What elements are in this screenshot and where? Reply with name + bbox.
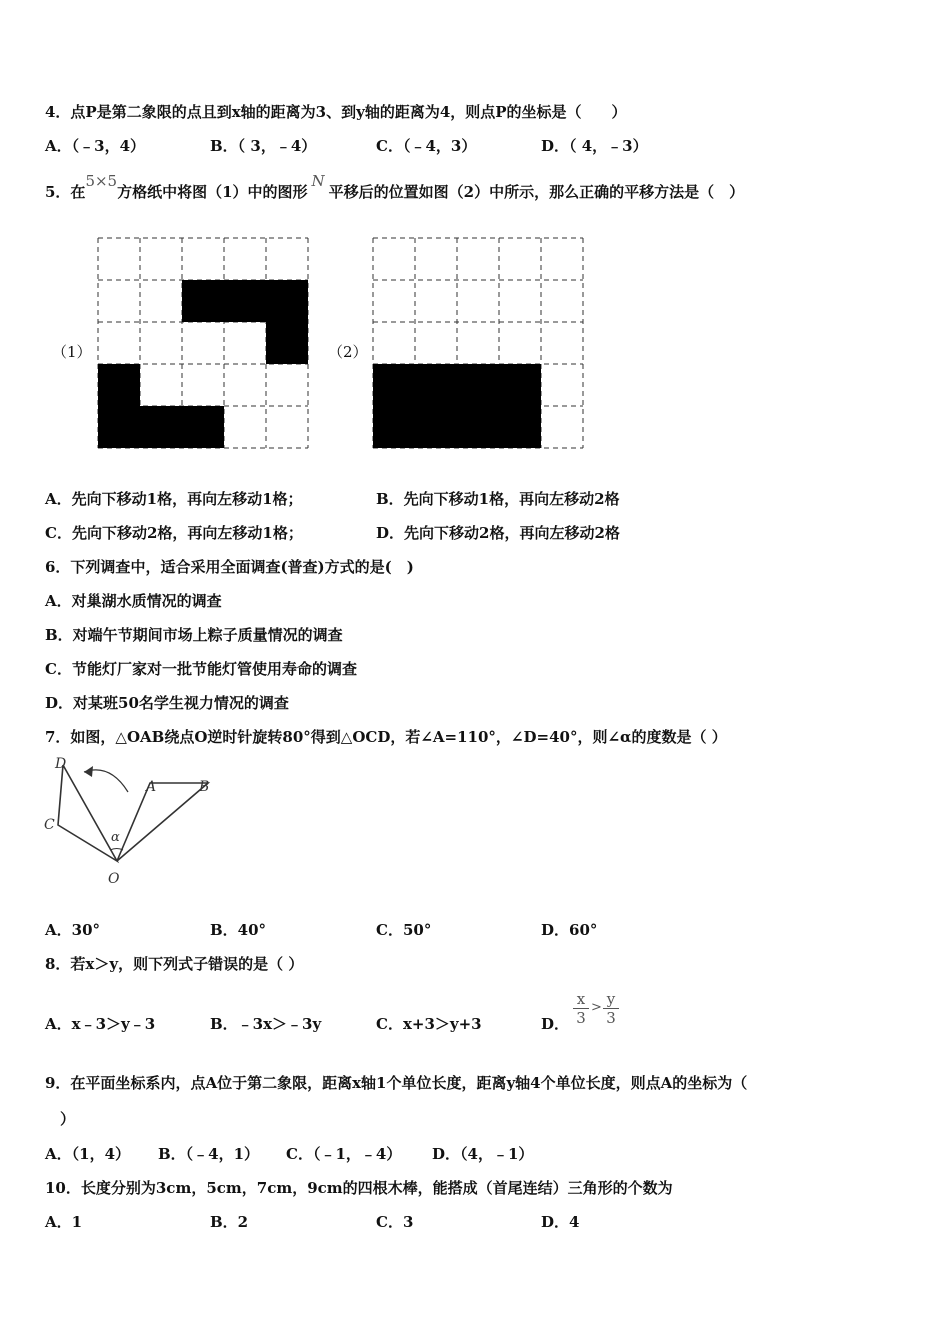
q6-option-c[interactable]: C．节能灯厂家对一批节能灯管使用寿命的调查 bbox=[45, 660, 357, 678]
label-alpha: α bbox=[111, 830, 120, 845]
grid-figure-2 bbox=[371, 236, 587, 450]
fraction-y-over-3 bbox=[603, 990, 619, 1027]
frac-x-numerator: x bbox=[576, 990, 586, 1008]
q9-stem-line1: 9．在平面坐标系内，点A位于第二象限，距离x轴1个单位长度，距离y轴4个单位长度，则点A的坐标为（ bbox=[45, 1074, 748, 1092]
q10-option-b[interactable]: B．2 bbox=[210, 1213, 249, 1231]
q6-option-b[interactable]: B．对端午节期间市场上粽子质量情况的调查 bbox=[45, 626, 343, 644]
shape-n-original bbox=[182, 280, 308, 364]
fig1-label: （1） bbox=[52, 343, 92, 361]
q4-option-c[interactable]: C．（﹣4，3） bbox=[376, 137, 477, 155]
q5-option-a[interactable]: A．先向下移动1格，再向左移动1格； bbox=[45, 490, 303, 508]
q10-option-d[interactable]: D．4 bbox=[541, 1213, 580, 1231]
label-a: A bbox=[146, 779, 157, 795]
q8-option-a[interactable]: A．x﹣3＞y﹣3 bbox=[45, 1015, 156, 1033]
q10-stem: 10．长度分别为3cm，5cm，7cm，9cm的四根木棒，能搭成（首尾连结）三角形的个数为 bbox=[45, 1179, 673, 1197]
q5-stem-suffix: 平移后的位置如图（2）中所示，那么正确的平移方法是（ ） bbox=[328, 183, 745, 201]
q10-option-c[interactable]: C．3 bbox=[376, 1213, 414, 1231]
q5-option-c[interactable]: C．先向下移动2格，再向左移动1格； bbox=[45, 524, 303, 542]
q9-option-c[interactable]: C．（﹣1，﹣4） bbox=[286, 1145, 402, 1163]
q5-stem bbox=[45, 172, 745, 202]
q8-stem: 8．若x＞y，则下列式子错误的是（ ） bbox=[45, 955, 304, 973]
q4-option-d[interactable]: D．（ 4，﹣3） bbox=[541, 137, 648, 155]
math-5x5: 5×5 bbox=[85, 172, 118, 190]
q7-option-c[interactable]: C．50° bbox=[376, 921, 432, 939]
q4-option-a[interactable]: A．（﹣3，4） bbox=[45, 137, 146, 155]
q7-option-a[interactable]: A．30° bbox=[45, 921, 101, 939]
q8-option-d[interactable]: D． bbox=[541, 1015, 570, 1033]
grid-figure-1 bbox=[96, 236, 312, 450]
q6-option-d[interactable]: D．对某班50名学生视力情况的调查 bbox=[45, 694, 289, 712]
q9-stem-line2: ） bbox=[60, 1110, 76, 1128]
frac-y-numerator: y bbox=[606, 990, 616, 1008]
q6-option-a[interactable]: A．对巢湖水质情况的调查 bbox=[45, 592, 222, 610]
fig2-label: （2） bbox=[328, 343, 368, 361]
q8-option-c[interactable]: C．x+3＞y+3 bbox=[376, 1015, 482, 1033]
q7-option-d[interactable]: D．60° bbox=[541, 921, 598, 939]
q5-option-b[interactable]: B．先向下移动1格，再向左移动2格 bbox=[376, 490, 620, 508]
q9-option-d[interactable]: D．（4，﹣1） bbox=[432, 1145, 534, 1163]
q6-stem: 6．下列调查中，适合采用全面调查(普查)方式的是( ) bbox=[45, 558, 414, 576]
label-o: O bbox=[108, 871, 120, 887]
q5-option-d[interactable]: D．先向下移动2格，再向左移动2格 bbox=[376, 524, 620, 542]
q7-stem: 7．如图，△OAB绕点O逆时针旋转80°得到△OCD，若∠A=110°，∠D=40°，则∠α的度数是（ ） bbox=[45, 728, 727, 746]
frac-greater-than: > bbox=[591, 1000, 602, 1015]
label-b: B bbox=[199, 779, 210, 795]
label-d: D bbox=[55, 756, 67, 772]
rotation-arrow-icon bbox=[84, 766, 93, 777]
math-n: N bbox=[311, 172, 325, 190]
fraction-x-over-3 bbox=[573, 990, 589, 1027]
q7-option-b[interactable]: B．40° bbox=[210, 921, 267, 939]
label-c: C bbox=[44, 817, 55, 833]
q5-stem-prefix: 5．在 bbox=[45, 183, 86, 201]
q9-option-b[interactable]: B．（﹣4，1） bbox=[158, 1145, 260, 1163]
frac-y-denominator: 3 bbox=[606, 1009, 616, 1027]
q4-option-b[interactable]: B．（ 3，﹣4） bbox=[210, 137, 317, 155]
q8-option-b[interactable]: B．﹣3x＞﹣3y bbox=[210, 1015, 322, 1033]
rotation-triangle-figure bbox=[40, 755, 220, 890]
shape-n-translated bbox=[373, 364, 541, 448]
q10-option-a[interactable]: A．1 bbox=[45, 1213, 83, 1231]
q5-stem-mid: 方格纸中将图（1）中的图形 bbox=[117, 183, 308, 201]
q4-stem: 4．点P是第二象限的点且到x轴的距离为3、到y轴的距离为4，则点P的坐标是（ ） bbox=[45, 103, 627, 121]
shape-n-part2 bbox=[98, 364, 224, 448]
q9-option-a[interactable]: A．（1，4） bbox=[45, 1145, 131, 1163]
frac-x-denominator: 3 bbox=[576, 1009, 586, 1027]
